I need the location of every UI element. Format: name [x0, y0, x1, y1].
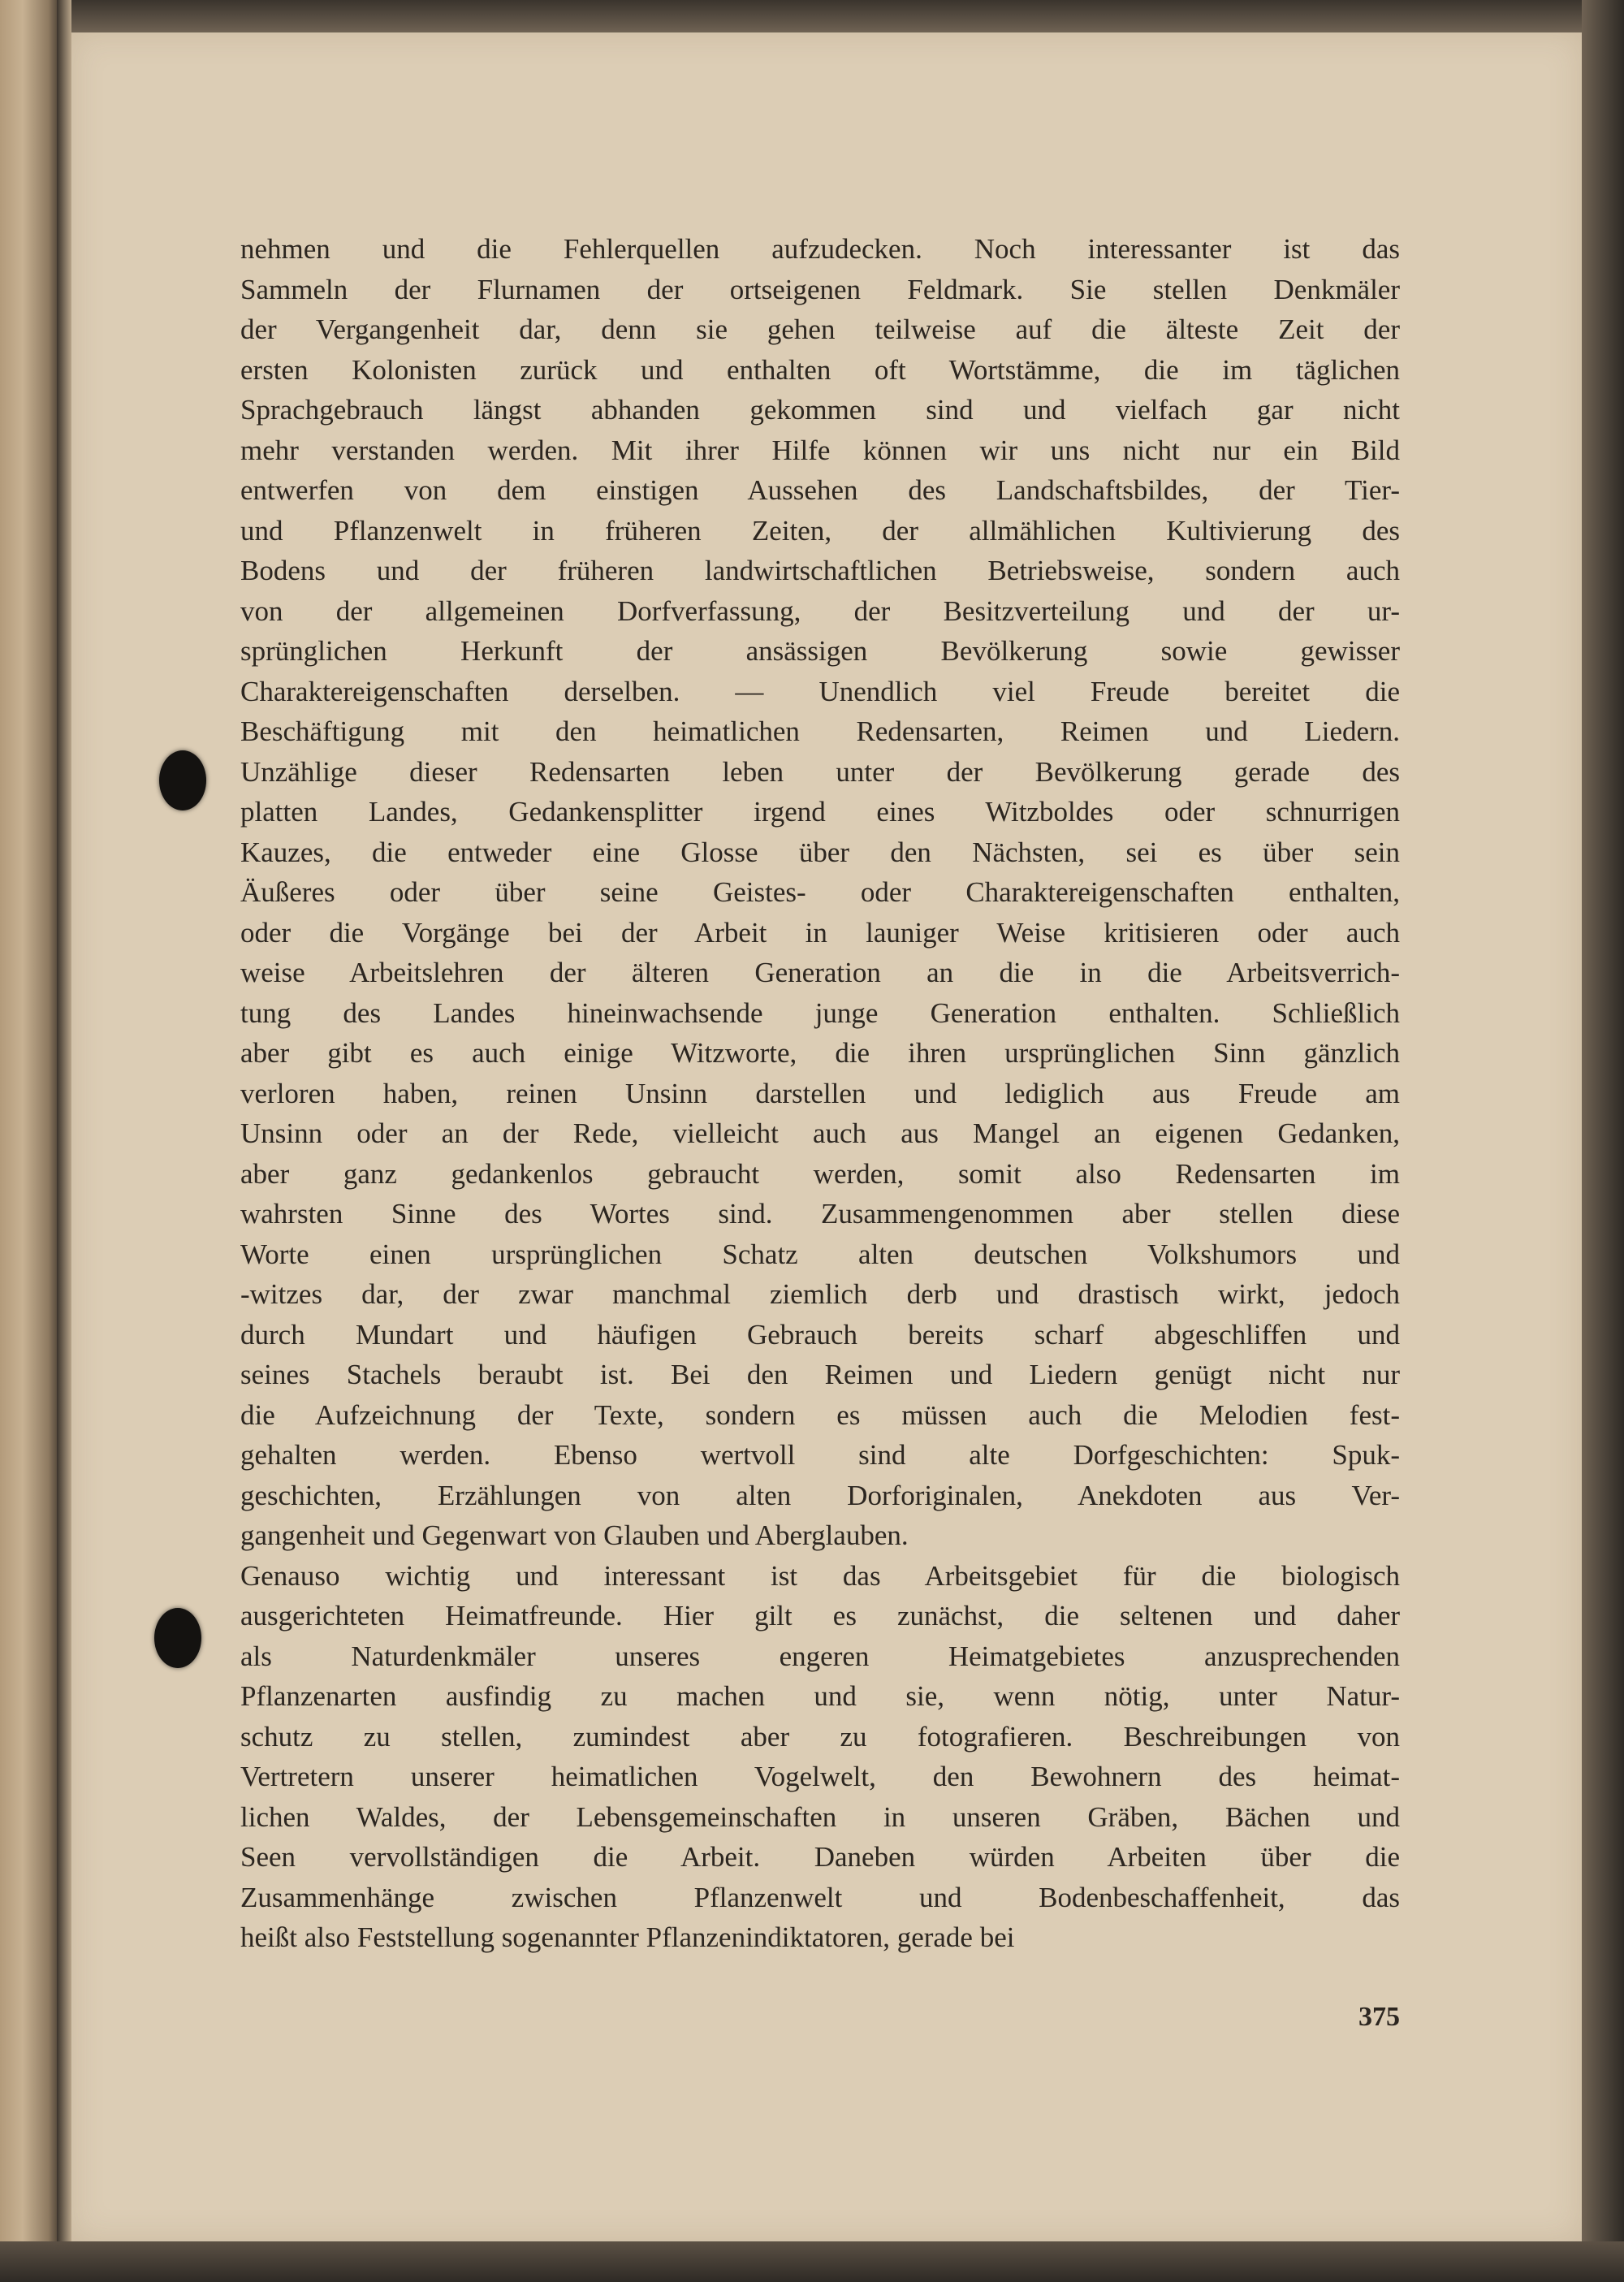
paragraph: [240, 229, 1400, 1556]
text-line: -witzes dar, der zwar manchmal ziemlich derb und drastisch wirkt, jedoch: [240, 1278, 1400, 1310]
text-line: sprünglichen Herkunft der ansässigen Bevölkerung sowie gewisser: [240, 635, 1400, 667]
text-line: mehr verstanden werden. Mit ihrer Hilfe können wir uns nicht nur ein Bild: [240, 434, 1400, 466]
body-text: [240, 229, 1400, 1958]
text-line: lichen Waldes, der Lebensgemeinschaften in unseren Gräben, Bächen und: [240, 1800, 1400, 1833]
page-gutter-shadow: [57, 0, 71, 2282]
text-line: von der allgemeinen Dorfverfassung, der Besitzverteilung und der ur-: [240, 594, 1400, 627]
scan-top-border: [0, 0, 1624, 32]
scan-right-border: [1582, 0, 1624, 2282]
text-line: Unsinn oder an der Rede, vielleicht auch aus Mangel an eigenen Gedanken,: [240, 1117, 1400, 1149]
text-line: Genauso wichtig und interessant ist das Arbeitsgebiet für die biologisch: [240, 1559, 1400, 1592]
text-line: weise Arbeitslehren der älteren Generation an die in die Arbeitsverrich-: [240, 957, 1400, 988]
paragraph: [240, 1556, 1400, 1958]
text-line: entwerfen von dem einstigen Aussehen des Landschaftsbildes, der Tier-: [240, 474, 1400, 506]
text-line: Beschäftigung mit den heimatlichen Redensarten, Reimen und Liedern.: [240, 715, 1400, 747]
text-line: seines Stachels beraubt ist. Bei den Reimen und Liedern genügt nicht nur: [240, 1359, 1400, 1390]
text-line: als Naturdenkmäler unseres engeren Heimatgebietes anzusprechenden: [240, 1640, 1400, 1672]
text-line: platten Landes, Gedankensplitter irgend eines Witzboldes oder schnurrigen: [240, 796, 1400, 828]
text-line: Worte einen ursprünglichen Schatz alten deutschen Volkshumors und: [240, 1238, 1400, 1270]
text-line: Zusammenhänge zwischen Pflanzenwelt und Bodenbeschaffenheit, das: [240, 1881, 1400, 1913]
text-line: ersten Kolonisten zurück und enthalten oft Wortstämme, die im täglichen: [240, 353, 1400, 386]
text-line: Charaktereigenschaften derselben. — Unendlich viel Freude bereitet die: [240, 675, 1400, 707]
text-line: durch Mundart und häufigen Gebrauch bereits scharf abgeschliffen und: [240, 1318, 1400, 1351]
text-line: aber ganz gedankenlos gebraucht werden, somit also Redensarten im: [240, 1157, 1400, 1190]
page-number: 375: [1358, 2002, 1400, 2032]
text-line: tung des Landes hineinwachsende junge Generation enthalten. Schließlich: [240, 996, 1400, 1029]
text-line: Bodens und der früheren landwirtschaftlichen Betriebsweise, sondern auch: [240, 555, 1400, 586]
text-line: verloren haben, reinen Unsinn darstellen und lediglich aus Freude am: [240, 1077, 1400, 1109]
text-line: aber gibt es auch einige Witzworte, die ihren ursprünglichen Sinn gänzlich: [240, 1037, 1400, 1069]
text-line: der Vergangenheit dar, denn sie gehen teilweise auf die älteste Zeit der: [240, 313, 1400, 345]
text-line: Sprachgebrauch längst abhanden gekommen sind und vielfach gar nicht: [240, 394, 1400, 426]
scan-bottom-border: [0, 2241, 1624, 2282]
text-line: und Pflanzenwelt in früheren Zeiten, der allmählichen Kultivierung des: [240, 514, 1400, 547]
punch-hole-lower: [154, 1608, 201, 1668]
text-line: gangenheit und Gegenwart von Glauben und Aberglauben.: [240, 1519, 909, 1551]
book-spine-edge: [0, 0, 57, 2282]
text-line: gehalten werden. Ebenso wertvoll sind alte Dorfgeschichten: Spuk-: [240, 1439, 1400, 1471]
text-line: Kauzes, die entweder eine Glosse über den Nächsten, sei es über sein: [240, 836, 1400, 868]
text-line: Unzählige dieser Redensarten leben unter der Bevölkerung gerade des: [240, 755, 1400, 788]
text-line: Äußeres oder über seine Geistes- oder Charaktereigenschaften enthalten,: [240, 876, 1400, 908]
text-line: Sammeln der Flurnamen der ortseigenen Feldmark. Sie stellen Denkmäler: [240, 273, 1400, 305]
text-line: oder die Vorgänge bei der Arbeit in launiger Weise kritisieren oder auch: [240, 916, 1400, 949]
text-line: Vertretern unserer heimatlichen Vogelwelt, den Bewohnern des heimat-: [240, 1761, 1400, 1792]
text-line: schutz zu stellen, zumindest aber zu fotografieren. Beschreibungen von: [240, 1720, 1400, 1753]
text-line: Pflanzenarten ausfindig zu machen und sie, wenn nötig, unter Natur-: [240, 1680, 1400, 1712]
text-line: nehmen und die Fehlerquellen aufzudecken. Noch interessanter ist das: [240, 233, 1400, 265]
text-line: geschichten, Erzählungen von alten Dorforiginalen, Anekdoten aus Ver-: [240, 1479, 1400, 1511]
text-line: heißt also Feststellung sogenannter Pflanzenindiktatoren, gerade bei: [240, 1921, 1015, 1953]
text-line: die Aufzeichnung der Texte, sondern es müssen auch die Melodien fest-: [240, 1398, 1400, 1431]
text-line: ausgerichteten Heimatfreunde. Hier gilt es zunächst, die seltenen und daher: [240, 1600, 1400, 1632]
text-line: Seen vervollständigen die Arbeit. Daneben würden Arbeiten über die: [240, 1841, 1400, 1873]
text-line: wahrsten Sinne des Wortes sind. Zusammengenommen aber stellen diese: [240, 1198, 1400, 1230]
punch-hole-upper: [159, 750, 206, 810]
